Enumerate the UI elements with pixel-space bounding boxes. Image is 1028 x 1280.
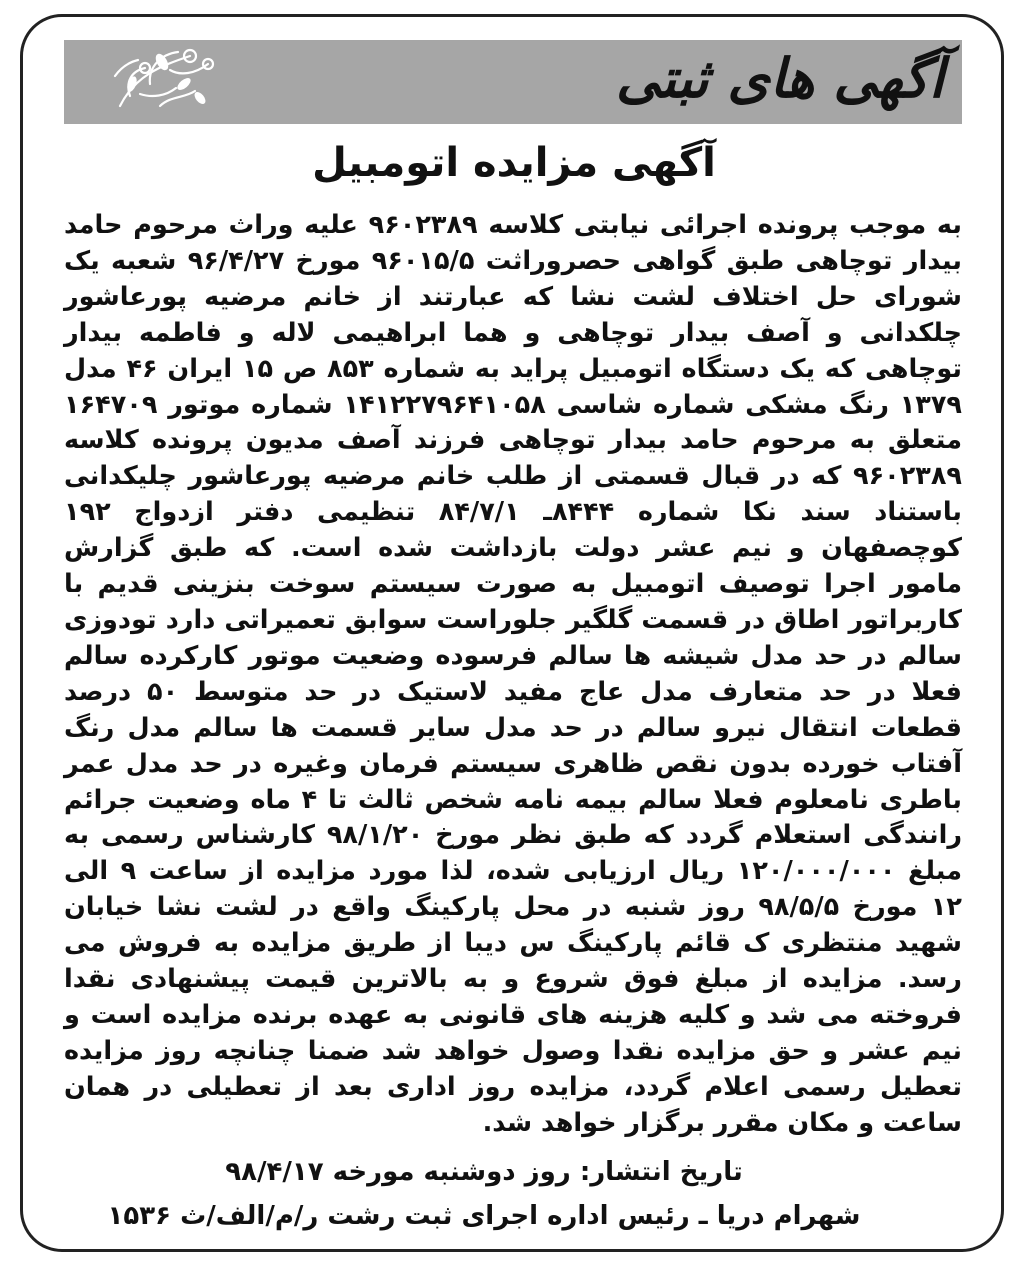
publish-date: تاریخ انتشار: روز دوشنبه مورخه ۹۸/۴/۱۷ <box>225 1157 743 1187</box>
floral-ornament-icon <box>100 36 230 126</box>
section-title: آگهی های ثبتی <box>615 46 944 110</box>
signature: شهرام دریا ـ رئیس اداره اجرای ثبت رشت ر/م/الف/ث ۱۵۳۶ <box>107 1201 861 1231</box>
notice-body: به موجب پرونده اجرائی نیابتی کلاسه ۹۶۰۲۳۸۹ علیه وراث مرحوم حامد بیدار توچاهی طبق گواهی حصروراثت ۹۶۰۱۵/۵ مورخ ۹۶/۴/۲۷ شعبه یک شورای حل اختلاف لشت نشا که عبارتند از خانم مرضیه پورعاشور چلکدانی و آصف بیدار توچاهی و هما ابراهیمی لاله و فاطمه بیدار توچاهی که یک دستگاه اتومبیل پراید به شماره ۸۵۳ ص ۱۵ ایران ۴۶ مدل ۱۳۷۹ رنگ مشکی شماره شاسی ۱۴۱۲۲۷۹۶۴۱۰۵۸ شماره موتور ۱۶۴۷۰۹ متعلق به مرحوم حامد بیدار توچاهی فرزند آصف مدیون پرونده کلاسه ۹۶۰۲۳۸۹ که در قبال قسمتی از طلب خانم مرضیه پورعاشور چلیکدانی باستناد سند نکا شماره ۸۴۴۴ـ ۸۴/۷/۱ تنظیمی دفتر ازدواج ۱۹۲ کوچصفهان و نیم عشر دولت بازداشت شده است. که طبق گزارش مامور اجرا توصیف اتومبیل به صورت سیستم سوخت بنزینی قدیم با کاربراتور اطاق در قسمت گلگیر جلوراست سوابق تعمیراتی دارد تودوزی سالم در حد مدل شیشه ها سالم فرسوده وضعیت موتور کارکرده سالم فعلا در حد متعارف مدل عاج مفید لاستیک در حد متوسط ۵۰ درصد قطعات انتقال نیرو سالم در حد مدل سایر قسمت ها سالم مدل رنگ آفتاب خورده بدون نقص ظاهری سیستم فرمان وغیره در حد مدل عمر باطری نامعلوم فعلا سالم بیمه نامه شخص ثالث تا ۴ ماه وضعیت جرائم رانندگی استعلام گردد که طبق نظر مورخ ۹۸/۱/۲۰ کارشناس رسمی به مبلغ ۱۲۰/۰۰۰/۰۰۰ ریال ارزیابی شده، لذا مورد مزایده از ساعت ۹ الی ۱۲ مورخ ۹۸/۵/۵ روز شنبه در محل پارکینگ واقع در لشت نشا خیابان شهید منتظری ک قائم پارکینگ س دیبا از طریق مزایده به فروش می رسد. مزایده از مبلغ فوق شروع و به بالاترین قیمت پیشنهادی نقدا فروخته می شد و کلیه هزینه های قانونی به عهده برنده مزایده است و نیم عشر و حق مزایده نقدا وصول خواهد شد ضمنا چنانچه روز مزایده تعطیل رسمی اعلام گردد، مزایده روز اداری بعد از تعطیلی در همان ساعت و مکان مقرر برگزار خواهد شد. <box>64 210 963 1138</box>
notice-heading: آگهی مزایده اتومبیل <box>312 140 716 186</box>
